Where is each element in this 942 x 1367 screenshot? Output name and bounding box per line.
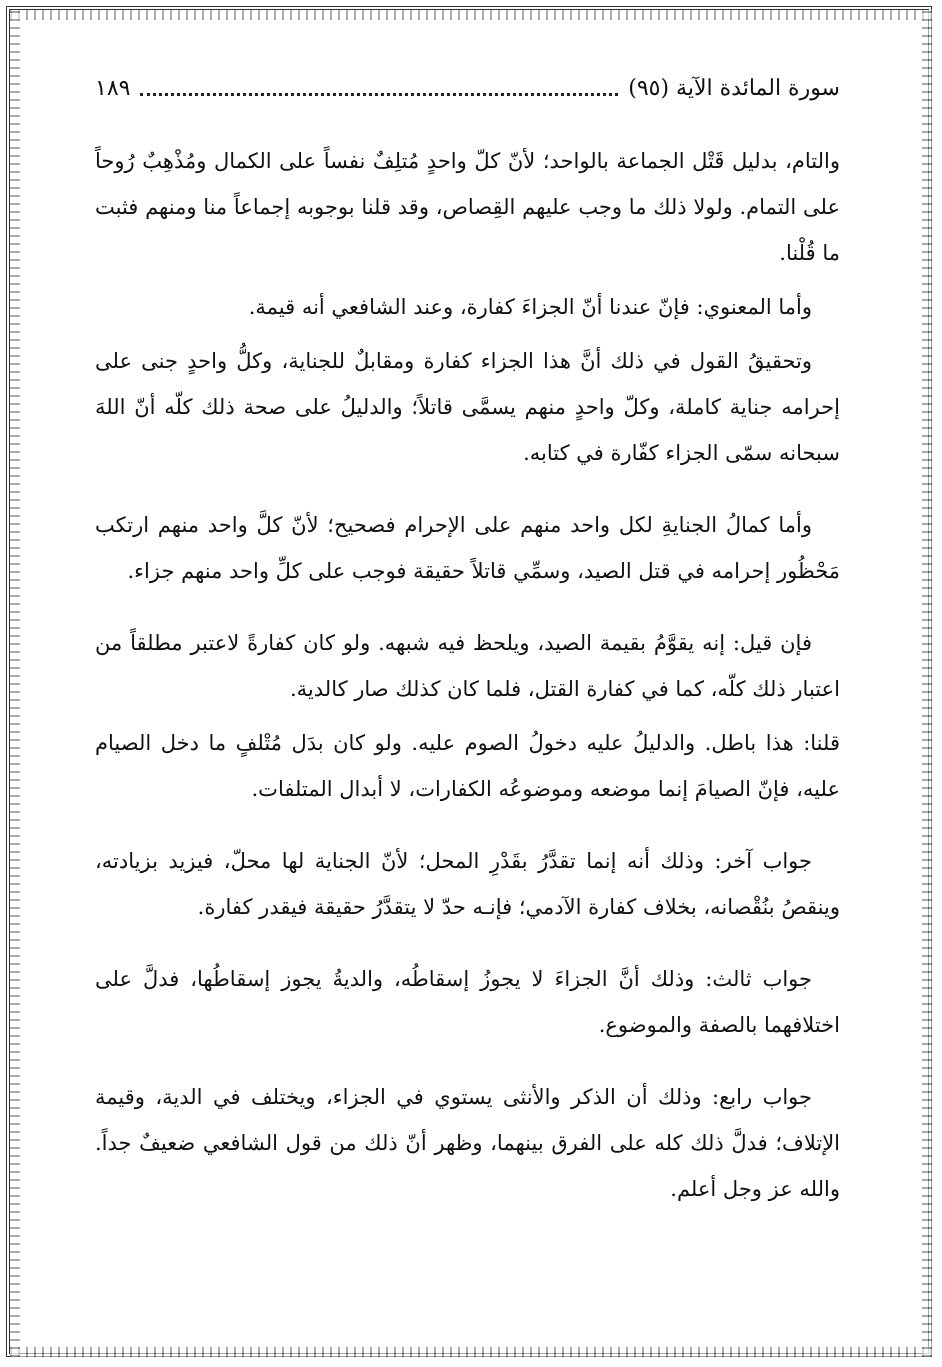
paragraph: جواب رابع: وذلك أن الذكر والأنثى يستوي في الجزاء، ويختلف في الدية، وقيمة الإتلاف؛ فدلَّ ذلك كله على الفرق بينهما، وظهر أنّ ذلك من قول الشافعي ضعيفٌ جداً. والله عز وجل أعلم. [95,1085,840,1201]
page-body [95,138,840,1212]
page-number: ١٨٩ [95,75,131,101]
header-leader-dots [140,93,618,96]
header-title: سورة المائدة الآية (٩٥) [628,75,840,101]
paragraph: جواب ثالث: وذلك أنَّ الجزاءَ لا يجوزُ إسقاطُه، والديةُ يجوز إسقاطُها، فدلَّ على اختلافهما بالصفة والموضوع. [95,967,840,1037]
paragraph: والتام، بدليل قَتْل الجماعة بالواحد؛ لأنّ كلّ واحدٍ مُتلِفٌ نفساً على الكمال ومُذْهِبٌ رُوحاً على التمام. ولولا ذلك ما وجب عليهم القِصاص، وقد قلنا بوجوبه إجماعاً منا ومنهم فثبت ما قُلْنا. [95,149,840,265]
paragraph: قلنا: هذا باطل. والدليلُ عليه دخولُ الصوم عليه. ولو كان بدَل مُتْلفٍ ما دخل الصيام عليه، فإنّ الصيامَ إنما موضعه وموضوعُه الكفارات، لا أبدال المتلفات. [95,731,840,801]
paragraph: فإن قيل: إنه يقوَّمُ بقيمة الصيد، ويلحظ فيه شبهه. ولو كان كفارةً لاعتبر مطلقاً من اعتبار ذلك كلّه، كما في كفارة القتل، فلما كان كذلك صار كالدية. [95,631,840,701]
decorative-border-bottom [10,1347,932,1357]
paragraph: وتحقيقُ القول في ذلك أنَّ هذا الجزاء كفارة ومقابلٌ للجناية، وكلُّ واحدٍ جنى على إحرامه جناية كاملة، وكلّ واحدٍ منهم يسمَّى قاتلاً؛ والدليلُ على صحة ذلك كلّه أنّ اللهَ سبحانه سمّى الجزاء كفّارة في كتابه. [95,349,840,465]
paragraph: وأما المعنوي: فإنّ عندنا أنّ الجزاءَ كفارة، وعند الشافعي أنه قيمة. [248,295,812,319]
paragraph: وأما كمالُ الجنايةِ لكل واحد منهم على الإحرام فصحيح؛ لأنّ كلَّ واحد منهم ارتكب مَحْظُور إحرامه في قتل الصيد، وسمِّي قاتلاً حقيقة فوجب على كلِّ واحد منهم جزاء. [95,513,840,583]
paragraph: جواب آخر: وذلك أنه إنما تقدَّرُ بقَدْرِ المحل؛ لأنّ الجناية لها محلّ، فيزيد بزيادته، وينقصُ بنُقْصانه، بخلاف كفارة الآدمي؛ فإنـه حدّ لا يتقدَّرُ حقيقة فيقدر كفارة. [95,849,840,919]
decorative-border-top [10,10,932,20]
decorative-border-left [10,10,20,1357]
decorative-border-right [922,10,932,1357]
running-header [95,68,840,108]
